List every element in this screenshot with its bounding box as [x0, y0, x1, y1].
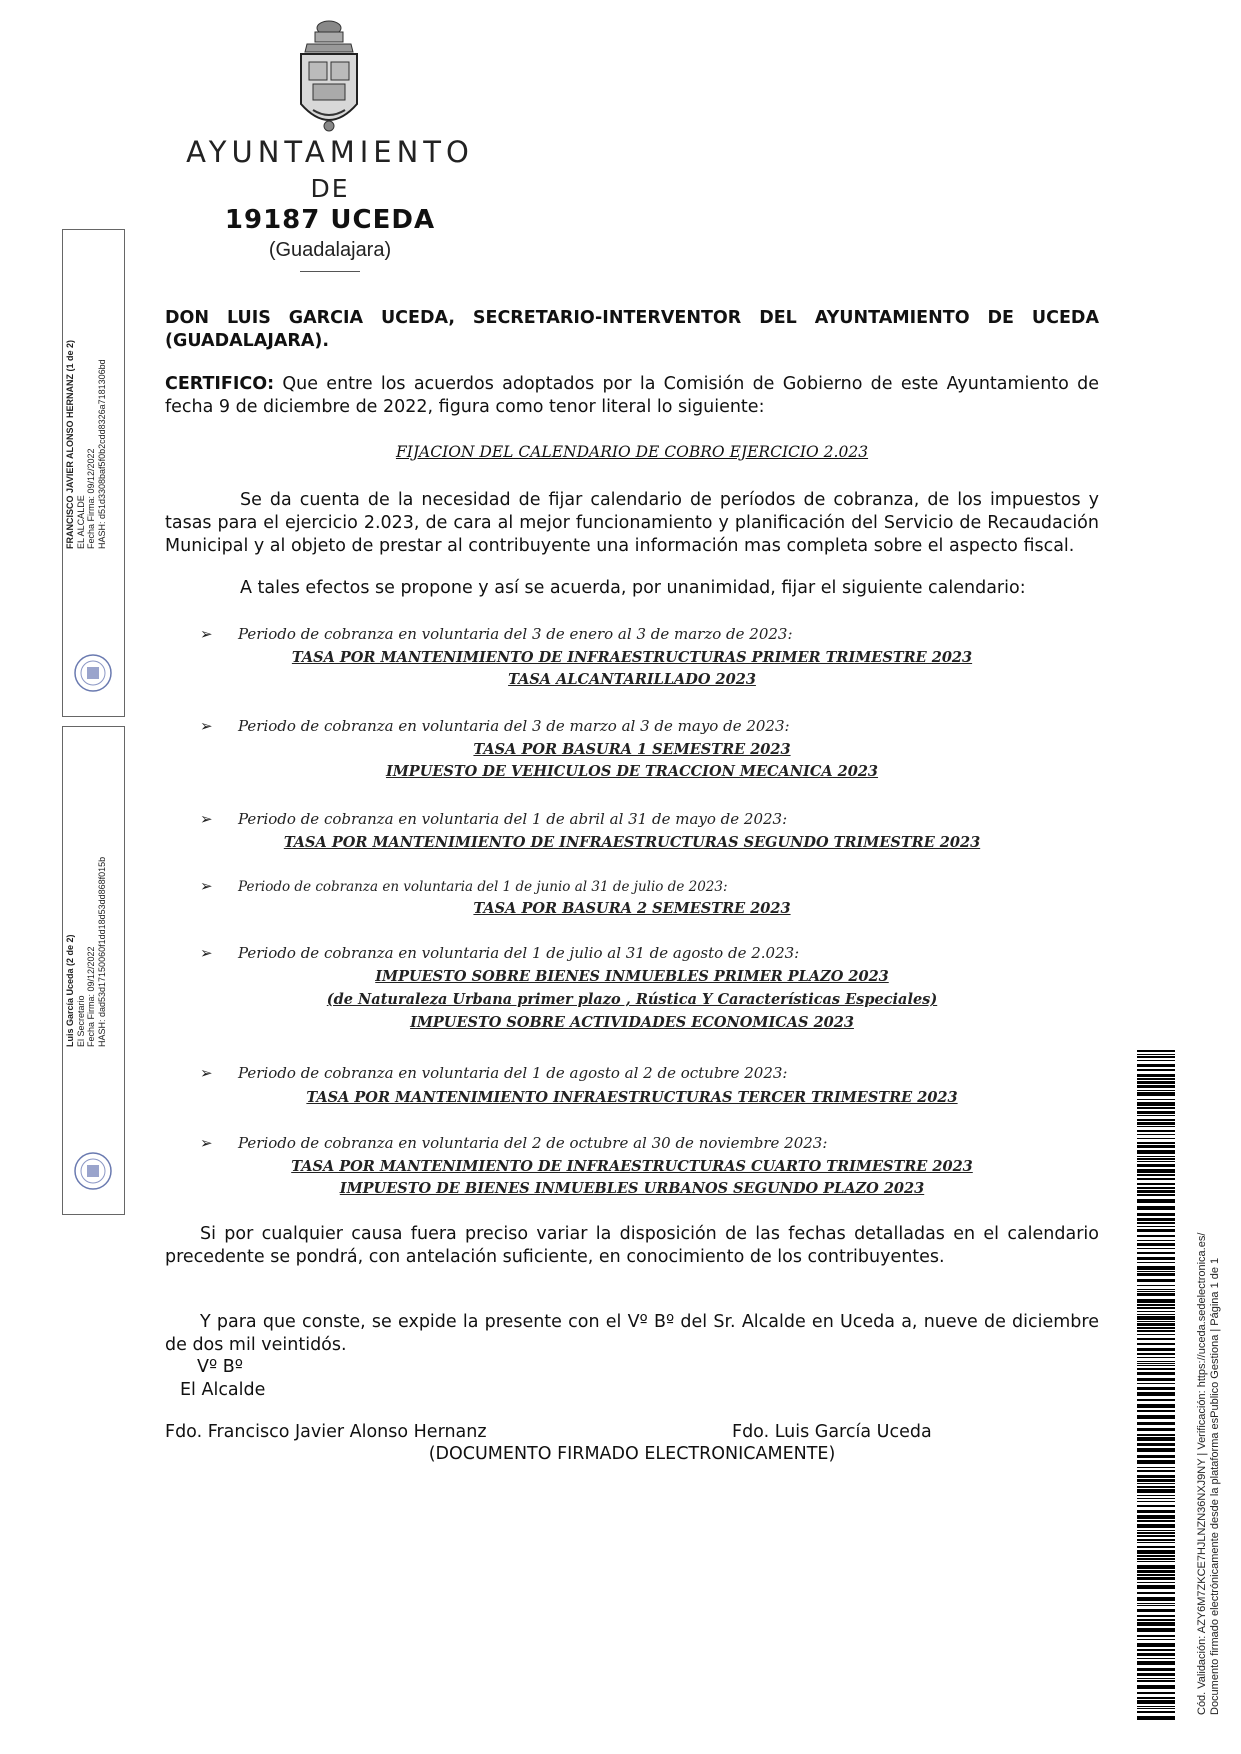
barcode-bar [1137, 1348, 1175, 1351]
header-province: (Guadalajara) [268, 239, 392, 261]
barcode-bar [1137, 1498, 1175, 1499]
tax-line: TASA POR MANTENIMIENTO DE INFRAESTRUCTURAS CUARTO TRIMESTRE 2023 [291, 1158, 973, 1175]
barcode-bar [1137, 1708, 1175, 1709]
barcode-bar [1137, 1515, 1175, 1519]
barcode-bar [1137, 1443, 1175, 1446]
barcode-bar [1137, 1555, 1175, 1557]
barcode-bar [1137, 1050, 1175, 1052]
barcode-bar [1137, 1428, 1175, 1431]
barcode-bar [1137, 1609, 1175, 1612]
signer-hash: HASH: dad53d17150060f1dd18d53dd868f015b [96, 856, 107, 1047]
tax-line: TASA POR MANTENIMIENTO DE INFRAESTRUCTURAS PRIMER TRIMESTRE 2023 [291, 649, 973, 666]
barcode-bar [1137, 1532, 1175, 1534]
barcode-bar [1137, 1546, 1175, 1548]
barcode-bar [1137, 1187, 1175, 1189]
barcode-bar [1137, 1378, 1175, 1381]
barcode-bar [1137, 1206, 1175, 1210]
signature-box-secretario [62, 726, 125, 1215]
barcode-bar [1137, 1174, 1175, 1176]
barcode-bar [1137, 1605, 1175, 1606]
barcode-bar [1137, 1126, 1175, 1127]
barcode-bar [1137, 1697, 1175, 1699]
barcode-bar [1137, 1535, 1175, 1537]
barcode-bar [1137, 1323, 1175, 1326]
barcode-bar [1137, 1501, 1175, 1502]
certifico-text: Que entre los acuerdos adoptados por la Comisión de Gobierno de este Ayuntamiento de fecha 9 de diciembre de 2022, figura como tenor literal lo siguiente: [165, 374, 1099, 417]
barcode-bar [1137, 1090, 1175, 1091]
barcode-bar [1137, 1410, 1175, 1412]
barcode-bar [1137, 1150, 1175, 1154]
tax-line: IMPUESTO DE VEHICULOS DE TRACCION MECANICA 2023 [385, 763, 879, 780]
barcode-bar [1137, 1673, 1175, 1676]
barcode-bar [1137, 1262, 1175, 1263]
barcode-bar [1137, 1692, 1175, 1694]
barcode-bar [1137, 1092, 1175, 1096]
barcode-bar [1137, 1619, 1175, 1621]
coat-of-arms-icon [293, 18, 365, 136]
alcalde-label: El Alcalde [180, 1380, 266, 1400]
barcode-bar [1137, 1520, 1175, 1522]
barcode-bar [1137, 1085, 1175, 1088]
paragraph-1: Se da cuenta de la necesidad de fijar calendario de períodos de cobranza, de los impuestos y tasas para el ejercicio 2.023, de cara al mejor funcionamiento y planificación del Servicio de Recaudación Municipal y al objeto de prestar al contribuyente una información mas completa sobre el aspecto fiscal. [165, 490, 1099, 556]
barcode-bar [1137, 1706, 1175, 1707]
barcode-bar [1137, 1649, 1175, 1651]
barcode-bar [1137, 1368, 1175, 1370]
tax-line: TASA POR BASURA 2 SEMESTRE 2023 [473, 900, 791, 917]
barcode-bar [1137, 1437, 1175, 1441]
barcode-bar [1137, 1365, 1175, 1366]
signer-role: El Secretario [75, 995, 86, 1047]
barcode-bar [1137, 1486, 1175, 1488]
barcode-bar [1137, 1240, 1175, 1241]
paragraph-4: Y para que conste, se expide la presente con el Vº Bº del Sr. Alcalde en Uceda a, nueve de diciembre de dos mil veintidós. [165, 1312, 1099, 1355]
tax-line: (de Naturaleza Urbana primer plazo , Rústica Y Características Especiales) [326, 991, 938, 1008]
barcode-bar [1137, 1460, 1175, 1464]
barcode-bar [1137, 1542, 1175, 1543]
period-label: Periodo de cobranza en voluntaria del 1 de julio al 31 de agosto de 2.023: [238, 944, 800, 962]
barcode-bar [1137, 1134, 1175, 1135]
barcode-bar [1137, 1399, 1175, 1401]
barcode-bar [1137, 1138, 1175, 1139]
arrow-bullet-icon: ➢ [200, 877, 213, 895]
barcode-bar [1137, 1668, 1175, 1671]
barcode-bar [1137, 1383, 1175, 1384]
footer-note: (DOCUMENTO FIRMADO ELECTRONICAMENTE) [428, 1444, 836, 1464]
barcode-bar [1137, 1081, 1175, 1084]
barcode-bar [1137, 1321, 1175, 1322]
barcode-bar [1137, 1327, 1175, 1329]
barcode-bar [1137, 1115, 1175, 1116]
barcode-bar [1137, 1343, 1175, 1345]
barcode-bar [1137, 1680, 1175, 1682]
period-label: Periodo de cobranza en voluntaria del 2 de octubre al 30 de noviembre 2023: [238, 1134, 828, 1152]
barcode-bar [1137, 1056, 1175, 1058]
header-title: AYUNTAMIENTO [186, 135, 474, 169]
barcode-bar [1137, 1505, 1175, 1507]
barcode-bar [1137, 1622, 1175, 1626]
barcode-bar [1137, 1199, 1175, 1203]
barcode-bar [1137, 1099, 1175, 1100]
barcode-bar [1137, 1363, 1175, 1364]
barcode-bar [1137, 1658, 1175, 1659]
tax-line: TASA POR MANTENIMIENTO INFRAESTRUCTURAS TERCER TRIMESTRE 2023 [306, 1089, 958, 1106]
barcode-bar [1137, 1434, 1175, 1436]
period-label: Periodo de cobranza en voluntaria del 1 de junio al 31 de julio de 2023: [238, 879, 728, 895]
barcode-bar [1137, 1592, 1175, 1594]
barcode-bar [1137, 1285, 1175, 1286]
tax-line: IMPUESTO SOBRE ACTIVIDADES ECONOMICAS 2023 [410, 1014, 854, 1031]
barcode-bar [1137, 1218, 1175, 1221]
barcode-bar [1137, 1615, 1175, 1617]
document-heading: DON LUIS GARCIA UCEDA, SECRETARIO-INTERVENTOR DEL AYUNTAMIENTO DE UCEDA (GUADALAJARA). [165, 308, 1099, 351]
period-item [200, 625, 1100, 643]
validation-code: Cód. Validación: AZY6M7ZKCE7HJLNZN36NXJ9NY | Verificación: https://uceda.sedelectronica.es/ [1196, 1232, 1208, 1715]
barcode-bar [1137, 1475, 1175, 1478]
barcode-bar [1137, 1142, 1175, 1144]
barcode-bar [1137, 1307, 1175, 1309]
barcode-bar [1137, 1064, 1175, 1067]
arrow-bullet-icon: ➢ [200, 1064, 213, 1082]
period-item [200, 717, 1100, 735]
barcode-bar [1137, 1291, 1175, 1292]
barcode-bar [1137, 1257, 1175, 1260]
official-seal-icon [72, 1150, 114, 1192]
barcode-bar [1137, 1524, 1175, 1528]
barcode-bar [1137, 1229, 1175, 1232]
barcode-bar [1137, 1156, 1175, 1157]
period-label: Periodo de cobranza en voluntaria del 1 de abril al 31 de mayo de 2023: [238, 810, 788, 828]
tax-line: IMPUESTO SOBRE BIENES INMUEBLES PRIMER PLAZO 2023 [375, 968, 889, 985]
barcode-bar [1137, 1574, 1175, 1576]
barcode-bar [1137, 1169, 1175, 1173]
barcode-bar [1137, 1570, 1175, 1573]
official-seal-icon [72, 652, 114, 694]
barcode-bar [1137, 1107, 1175, 1109]
barcode-bar [1137, 1561, 1175, 1562]
barcode-bar [1137, 1293, 1175, 1296]
signature-text [65, 857, 107, 1047]
barcode-bar [1137, 1357, 1175, 1358]
barcode-bar [1137, 1510, 1175, 1513]
barcode-bar [1137, 1582, 1175, 1583]
barcode-bar [1137, 1558, 1175, 1560]
barcode-bar [1137, 1222, 1175, 1224]
barcode-bar [1137, 1334, 1175, 1335]
arrow-bullet-icon: ➢ [200, 944, 213, 962]
barcode-bar [1137, 1311, 1175, 1312]
barcode-bar [1137, 1069, 1175, 1071]
period-label: Periodo de cobranza en voluntaria del 3 de marzo al 3 de mayo de 2023: [238, 717, 790, 735]
barcode-bar [1137, 1235, 1175, 1237]
barcode-bar [1137, 1392, 1175, 1396]
arrow-bullet-icon: ➢ [200, 717, 213, 735]
barcode-bar [1137, 1353, 1175, 1355]
signer-name: FRANCISCO JAVIER ALONSO HERNANZ (1 de 2) [65, 339, 75, 549]
barcode-bar [1137, 1130, 1175, 1132]
barcode-bar [1137, 1661, 1175, 1665]
signer-name: Luis García Uceda (2 de 2) [65, 934, 75, 1047]
tax-line: TASA POR MANTENIMIENTO DE INFRAESTRUCTURAS SEGUNDO TRIMESTRE 2023 [283, 834, 981, 851]
barcode-bar [1137, 1054, 1175, 1055]
barcode-bar [1137, 1248, 1175, 1249]
signature-right: Fdo. Luis García Uceda [732, 1422, 932, 1442]
period-item [200, 877, 1100, 895]
period-label: Periodo de cobranza en voluntaria del 1 de agosto al 2 de octubre 2023: [238, 1064, 788, 1082]
barcode-bar [1137, 1119, 1175, 1121]
barcode-bar [1137, 1530, 1175, 1531]
barcode-bar [1137, 1372, 1175, 1375]
barcode-bar [1137, 1252, 1175, 1254]
barcode-bar [1137, 1226, 1175, 1227]
barcode-bar [1137, 1415, 1175, 1419]
tax-line: TASA ALCANTARILLADO 2023 [508, 671, 756, 688]
barcode-bar [1137, 1060, 1175, 1061]
barcode-bar [1137, 1628, 1175, 1632]
barcode-bar [1137, 1653, 1175, 1656]
signer-hash: HASH: d51d3308baf5f0b2cdd8326a7181306bd [96, 359, 107, 549]
tax-line: TASA POR BASURA 1 SEMESTRE 2023 [473, 741, 791, 758]
barcode-bar [1137, 1122, 1175, 1125]
signature-box-alcalde [62, 229, 125, 717]
signer-date: Fecha Firma: 09/12/2022 [86, 448, 96, 549]
barcode-bar [1137, 1289, 1175, 1290]
barcode-bar [1137, 1213, 1175, 1216]
barcode-bar [1137, 1078, 1175, 1080]
barcode-bar [1137, 1455, 1175, 1458]
barcode-bar [1137, 1316, 1175, 1320]
barcode-bar [1137, 1467, 1175, 1468]
paragraph-2: A tales efectos se propone y así se acuerda, por unanimidad, fijar el siguiente calendario: [240, 578, 1026, 598]
certifico-paragraph [165, 373, 1099, 419]
period-item [200, 810, 1100, 828]
barcode-bar [1137, 1585, 1175, 1589]
barcode-bar [1137, 1700, 1175, 1704]
period-item [200, 944, 1100, 962]
barcode-bar [1137, 1597, 1175, 1601]
barcode-bar [1137, 1304, 1175, 1306]
document-title: FIJACION DEL CALENDARIO DE COBRO EJERCICIO 2.023 [395, 443, 869, 461]
barcode-bar [1137, 1299, 1175, 1303]
barcode-bar [1137, 1685, 1175, 1689]
barcode-bar [1137, 1639, 1175, 1640]
tax-line: IMPUESTO DE BIENES INMUEBLES URBANOS SEGUNDO PLAZO 2023 [339, 1180, 925, 1197]
barcode-bar [1137, 1716, 1175, 1720]
barcode-bar [1137, 1470, 1175, 1472]
barcode-bar [1137, 1183, 1175, 1185]
certifico-label: CERTIFICO: [165, 374, 275, 394]
barcode-bar [1137, 1330, 1175, 1332]
signer-date: Fecha Firma: 09/12/2022 [86, 946, 96, 1047]
period-label: Periodo de cobranza en voluntaria del 3 de enero al 3 de marzo de 2023: [238, 625, 793, 643]
arrow-bullet-icon: ➢ [200, 810, 213, 828]
barcode-bar [1137, 1479, 1175, 1482]
header-town: 19187 UCEDA [224, 205, 436, 235]
header-de: DE [310, 174, 350, 203]
barcode-bar [1137, 1577, 1175, 1580]
barcode-bar [1137, 1164, 1175, 1167]
period-item [200, 1134, 1100, 1152]
barcode-bar [1137, 1271, 1175, 1272]
barcode-bar [1137, 1273, 1175, 1276]
paragraph-3: Si por cualquier causa fuera preciso variar la disposición de las fechas detalladas en el calendario precedente se pondrá, con antelación suficiente, en conocimiento de los contribuyentes. [165, 1224, 1099, 1267]
barcode-bar [1137, 1711, 1175, 1713]
barcode-icon [1137, 1050, 1175, 1720]
barcode-bar [1137, 1111, 1175, 1114]
barcode-bar [1137, 1565, 1175, 1569]
signature-left: Fdo. Francisco Javier Alonso Hernanz [165, 1422, 487, 1442]
vobo-label: Vº Bº [197, 1357, 244, 1377]
barcode-bar [1137, 1194, 1175, 1196]
barcode-bar [1137, 1314, 1175, 1315]
barcode-bar [1137, 1102, 1175, 1106]
barcode-bar [1137, 1678, 1175, 1679]
barcode-bar [1137, 1495, 1175, 1496]
period-item [200, 1064, 1100, 1082]
barcode-bar [1137, 1483, 1175, 1484]
barcode-bar [1137, 1338, 1175, 1340]
barcode-bar [1137, 1404, 1175, 1408]
barcode-bar [1137, 1074, 1175, 1077]
barcode-bar [1137, 1145, 1175, 1148]
signature-text [65, 340, 107, 549]
barcode-bar [1137, 1279, 1175, 1282]
arrow-bullet-icon: ➢ [200, 625, 213, 643]
signer-role: EL ALCALDE [75, 495, 86, 549]
barcode-bar [1137, 1243, 1175, 1246]
barcode-bar [1137, 1190, 1175, 1193]
barcode-bar [1137, 1422, 1175, 1425]
barcode-bar [1137, 1161, 1175, 1162]
barcode-bar [1137, 1178, 1175, 1180]
barcode-bar [1137, 1550, 1175, 1554]
barcode-bar [1137, 1266, 1175, 1270]
arrow-bullet-icon: ➢ [200, 1134, 213, 1152]
barcode-bar [1137, 1635, 1175, 1637]
barcode-bar [1137, 1448, 1175, 1452]
barcode-bar [1137, 1539, 1175, 1541]
barcode-bar [1137, 1603, 1175, 1604]
barcode-bar [1137, 1489, 1175, 1493]
barcode-bar [1137, 1158, 1175, 1160]
header-rule [300, 271, 360, 272]
barcode-bar [1137, 1387, 1175, 1390]
barcode-bar [1137, 1361, 1175, 1362]
barcode-bar [1137, 1643, 1175, 1647]
validation-platform: Documento firmado electrónicamente desde la plataforma esPublico Gestiona | Página 1 de 1 [1209, 1257, 1221, 1715]
